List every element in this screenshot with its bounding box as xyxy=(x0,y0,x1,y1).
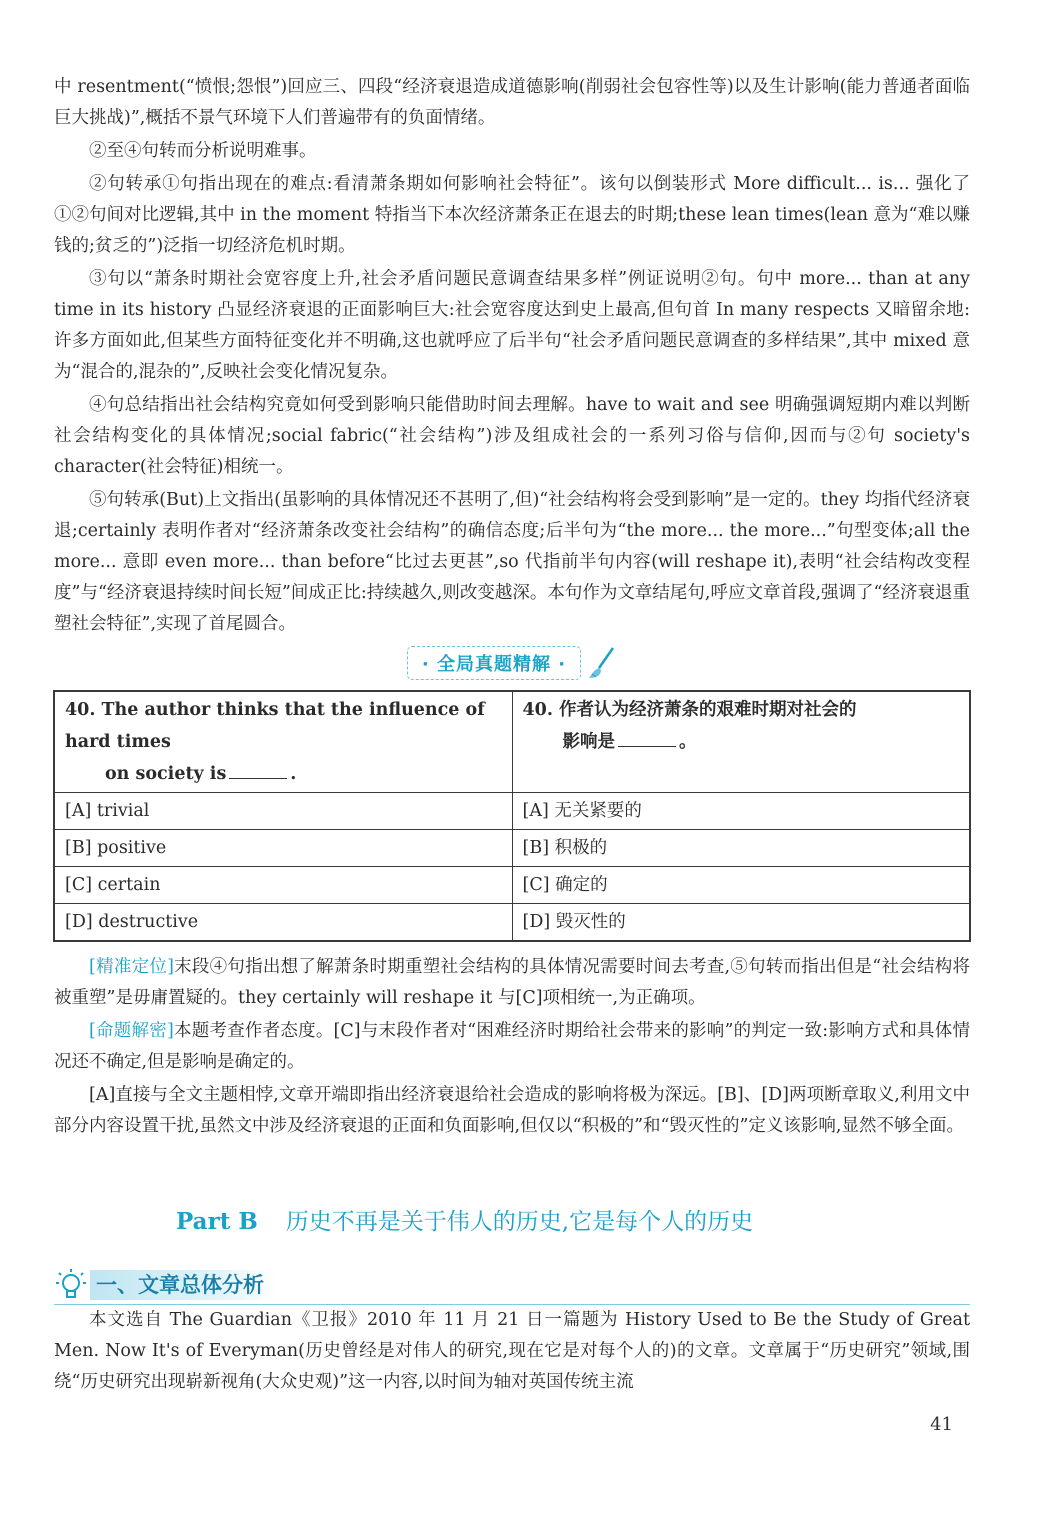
answer-blank xyxy=(618,726,676,747)
question-text: 影响是 xyxy=(562,732,615,752)
option-zh: [A] 无关紧要的 xyxy=(512,793,970,830)
option-zh: [B] 积极的 xyxy=(512,830,970,867)
option-en: [C] certain xyxy=(54,867,512,904)
question-stem-en xyxy=(54,691,512,793)
option-zh: [C] 确定的 xyxy=(512,867,970,904)
table-row xyxy=(54,691,970,793)
question-punct: . xyxy=(290,764,297,784)
analysis-text: 末段④句指出想了解萧条时期重塑社会结构的具体情况需要时间去考查,⑤句转而指出但是“社会结构将被重塑”是毋庸置疑的。they certainly will reshape it 与[C]项相统一,为正确项。 xyxy=(54,957,970,1008)
paragraph: ④句总结指出社会结构究竟如何受到影响只能借助时间去理解。have to wait and see 明确强调短期内难以判断社会结构变化的具体情况;social fabric(“社会结构”)涉及组成社会的一系列习俗与信仰,因而与②句 society's character(社会特征)相统一。 xyxy=(54,395,970,477)
paragraph: 中 resentment(“愤恨;怨恨”)回应三、四段“经济衰退造成道德影响(削弱社会包容性等)以及生计影响(能力普通者面临巨大挑战)”,概括不景气环境下人们普遍带有的负面情绪。 xyxy=(54,77,970,128)
paragraph: ⑤句转承(But)上文指出(虽影响的具体情况还不甚明了,但)“社会结构将会受到影响”是一定的。they 均指代经济衰退;certainly 表明作者对“经济萧条改变社会结构”的确信态度;后半句为“the more... the more...”句型变体;all the more... 意即 even more... than before“比过去更甚”,so 代指前半句内容(will reshape it),表明“社会结构改变程度”与“经济衰退持续时间长短”间成正比:持续越久,则改变越深。本句作为文章结尾句,呼应文章首段,强调了“经济衰退重塑社会特征”,实现了首尾圆合。 xyxy=(54,490,970,634)
banner-label: · 全局真题精解 · xyxy=(407,646,581,680)
tag-precise-location: [精准定位] xyxy=(89,957,174,977)
part-heading xyxy=(176,1202,970,1242)
section-heading xyxy=(54,1268,970,1305)
question-text: 40. The author thinks that the influence of hard times xyxy=(65,700,485,752)
page-number: 41 xyxy=(930,1414,953,1435)
page-content xyxy=(54,72,970,1400)
lightbulb-icon xyxy=(54,1268,88,1304)
analysis-block xyxy=(54,952,970,1142)
section-title: 一、文章总体分析 xyxy=(90,1270,276,1300)
analysis-paragraph xyxy=(54,1016,970,1078)
question-text: 40. 作者认为经济萧条的艰难时期对社会的 xyxy=(522,700,857,720)
option-en: [D] destructive xyxy=(54,904,512,942)
part-label: Part B xyxy=(176,1208,258,1235)
part-title: 历史不再是关于伟人的历史,它是每个人的历史 xyxy=(285,1209,754,1235)
table-row xyxy=(54,830,970,867)
option-en: [B] positive xyxy=(54,830,512,867)
brush-icon xyxy=(587,646,617,680)
analysis-text: 本题考查作者态度。[C]与末段作者对“困难经济时期给社会带来的影响”的判定一致:影响方式和具体情况还不确定,但是影响是确定的。 xyxy=(54,1021,970,1072)
table-row xyxy=(54,867,970,904)
table-row xyxy=(54,904,970,942)
option-zh: [D] 毁灭性的 xyxy=(512,904,970,942)
option-en: [A] trivial xyxy=(54,793,512,830)
table-row xyxy=(54,793,970,830)
intro-paragraph: 本文选自 The Guardian《卫报》2010 年 11 月 21 日一篇题为 History Used to Be the Study of Great Men. Now It's of Everyman(历史曾经是对伟人的研究,现在它是对每个人的)的文章。文章属于“历史研究”领域,围绕“历史研究出现崭新视角(大众史观)”这一内容,以时间为轴对英国传统主流 xyxy=(54,1310,970,1392)
paragraph: ②句转承①句指出现在的难点:看清萧条期如何影响社会特征”。该句以倒装形式 More difficult... is... 强化了①②句间对比逻辑,其中 in the moment 特指当下本次经济萧条正在退去的时期;these lean times(lean 意为“难以赚钱的;贫乏的”)泛指一切经济危机时期。 xyxy=(54,174,970,256)
question-punct: 。 xyxy=(679,732,697,752)
paragraph: ③句以“萧条时期社会宽容度上升,社会矛盾问题民意调查结果多样”例证说明②句。句中 more... than at any time in its history 凸显经济衰退的正面影响巨大:社会宽容度达到史上最高,但句首 In many respects 又暗留余地:许多方面如此,但某些方面特征变化并不明确,这也就呼应了后半句“社会矛盾问题民意调查的多样结果”,其中 mixed 意为“混合的,混杂的”,反映社会变化情况复杂。 xyxy=(54,269,970,382)
analysis-paragraph xyxy=(54,952,970,1014)
question-table xyxy=(53,690,971,942)
answer-blank xyxy=(229,758,287,779)
top-paragraphs xyxy=(54,72,970,640)
paragraph: ②至④句转而分析说明难事。 xyxy=(89,141,317,161)
question-stem-zh xyxy=(512,691,970,793)
analysis-paragraph: [A]直接与全文主题相悖,文章开端即指出经济衰退给社会造成的影响将极为深远。[B]、[D]两项断章取义,利用文中部分内容设置干扰,虽然文中涉及经济衰退的正面和负面影响,但仅以“积极的”和“毁灭性的”定义该影响,显然不够全面。 xyxy=(54,1085,970,1136)
section-banner xyxy=(54,646,970,680)
question-text: on society is xyxy=(105,764,227,784)
tag-question-decode: [命题解密] xyxy=(89,1021,174,1041)
